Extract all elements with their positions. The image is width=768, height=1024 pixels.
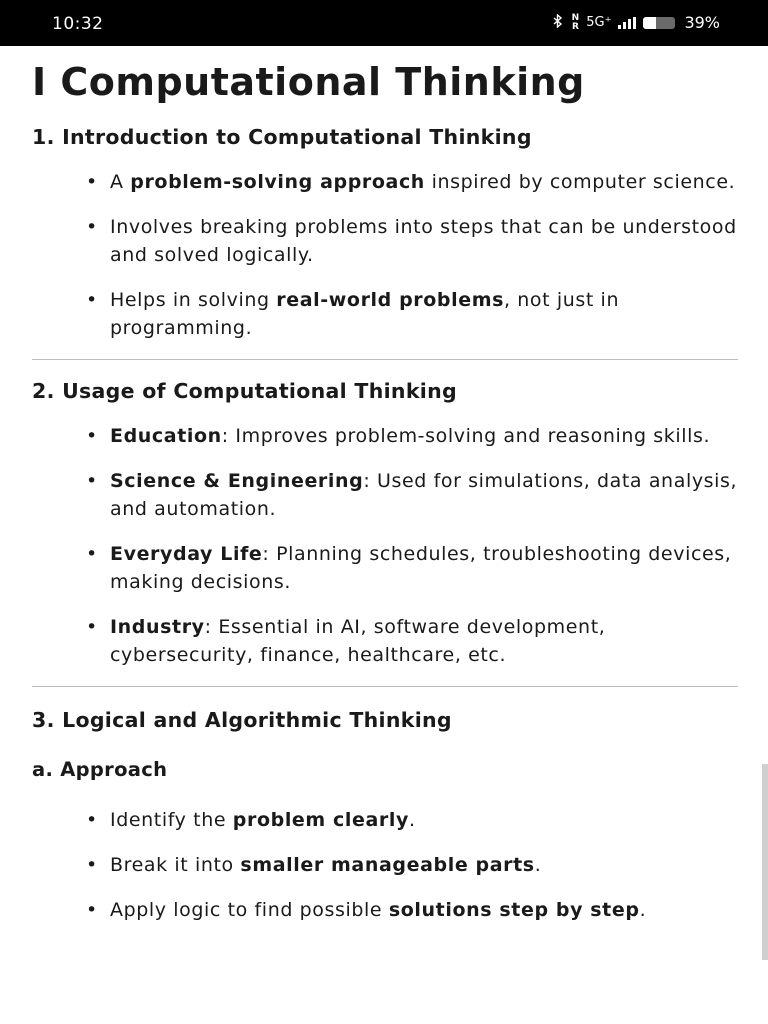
- scrollbar-thumb[interactable]: [762, 764, 768, 960]
- text-run: : Improves problem-solving and reasoning skills.: [221, 425, 711, 447]
- battery-level-fill: [643, 17, 655, 29]
- status-bar: [0, 0, 768, 46]
- list-item: [110, 422, 738, 450]
- bold-text: Education: [110, 425, 222, 447]
- nr-icon: N R: [571, 12, 580, 32]
- list-item: [110, 613, 738, 669]
- list-item: [110, 467, 738, 523]
- text-run: Identify the: [110, 809, 233, 831]
- text-run: Helps in solving: [110, 289, 277, 311]
- text-run: : Planning schedules, troubleshooting devices, making decisions.: [110, 543, 732, 593]
- bold-text: solutions step by step: [388, 899, 640, 921]
- text-run: : Essential in AI, software development, cybersecurity, finance, healthcare, etc.: [110, 616, 606, 666]
- section-heading-logical-thinking: 3. Logical and Algorithmic Thinking: [32, 708, 452, 732]
- list-item: [110, 286, 738, 342]
- text-run: Involves breaking problems into steps that can be understood and solved logically.: [110, 216, 737, 266]
- introduction-list: [32, 168, 738, 342]
- bluetooth-icon: [551, 14, 565, 32]
- approach-list: [32, 806, 738, 924]
- text-run: inspired by computer science.: [424, 171, 736, 193]
- bold-text: problem-solving approach: [130, 171, 425, 193]
- article-content: [32, 46, 738, 941]
- list-item: [110, 540, 738, 596]
- list-item: [110, 213, 738, 269]
- section-divider: [32, 686, 738, 687]
- section-divider: [32, 359, 738, 360]
- text-run: .: [408, 809, 416, 831]
- bold-text: real-world problems: [276, 289, 505, 311]
- list-item: [110, 168, 738, 196]
- bold-text: Industry: [110, 616, 205, 638]
- page-title: I Computational Thinking: [32, 60, 585, 104]
- bold-text: Everyday Life: [110, 543, 263, 565]
- text-run: .: [639, 899, 647, 921]
- battery-icon: [643, 17, 675, 29]
- text-run: A: [110, 171, 131, 193]
- text-run: .: [534, 854, 542, 876]
- list-item: [110, 896, 738, 924]
- section-heading-usage: 2. Usage of Computational Thinking: [32, 379, 457, 403]
- text-run: , not just in programming.: [110, 289, 620, 339]
- text-run: : Used for simulations, data analysis, and automation.: [110, 470, 738, 520]
- status-time: 10:32: [52, 14, 104, 34]
- status-icons: [551, 13, 720, 32]
- text-run: Apply logic to find possible: [110, 899, 389, 921]
- signal-strength-icon: [618, 17, 636, 29]
- list-item: [110, 806, 738, 834]
- section-heading-introduction: 1. Introduction to Computational Thinking: [32, 125, 532, 149]
- usage-list: [32, 422, 738, 669]
- battery-percent: 39%: [684, 13, 720, 32]
- bold-text: smaller manageable parts: [240, 854, 535, 876]
- network-type-label: 5G⁺: [586, 15, 612, 30]
- bold-text: Science & Engineering: [110, 470, 364, 492]
- list-item: [110, 851, 738, 879]
- subsection-heading-approach: a. Approach: [32, 758, 168, 781]
- bold-text: problem clearly: [232, 809, 409, 831]
- text-run: Break it into: [110, 854, 241, 876]
